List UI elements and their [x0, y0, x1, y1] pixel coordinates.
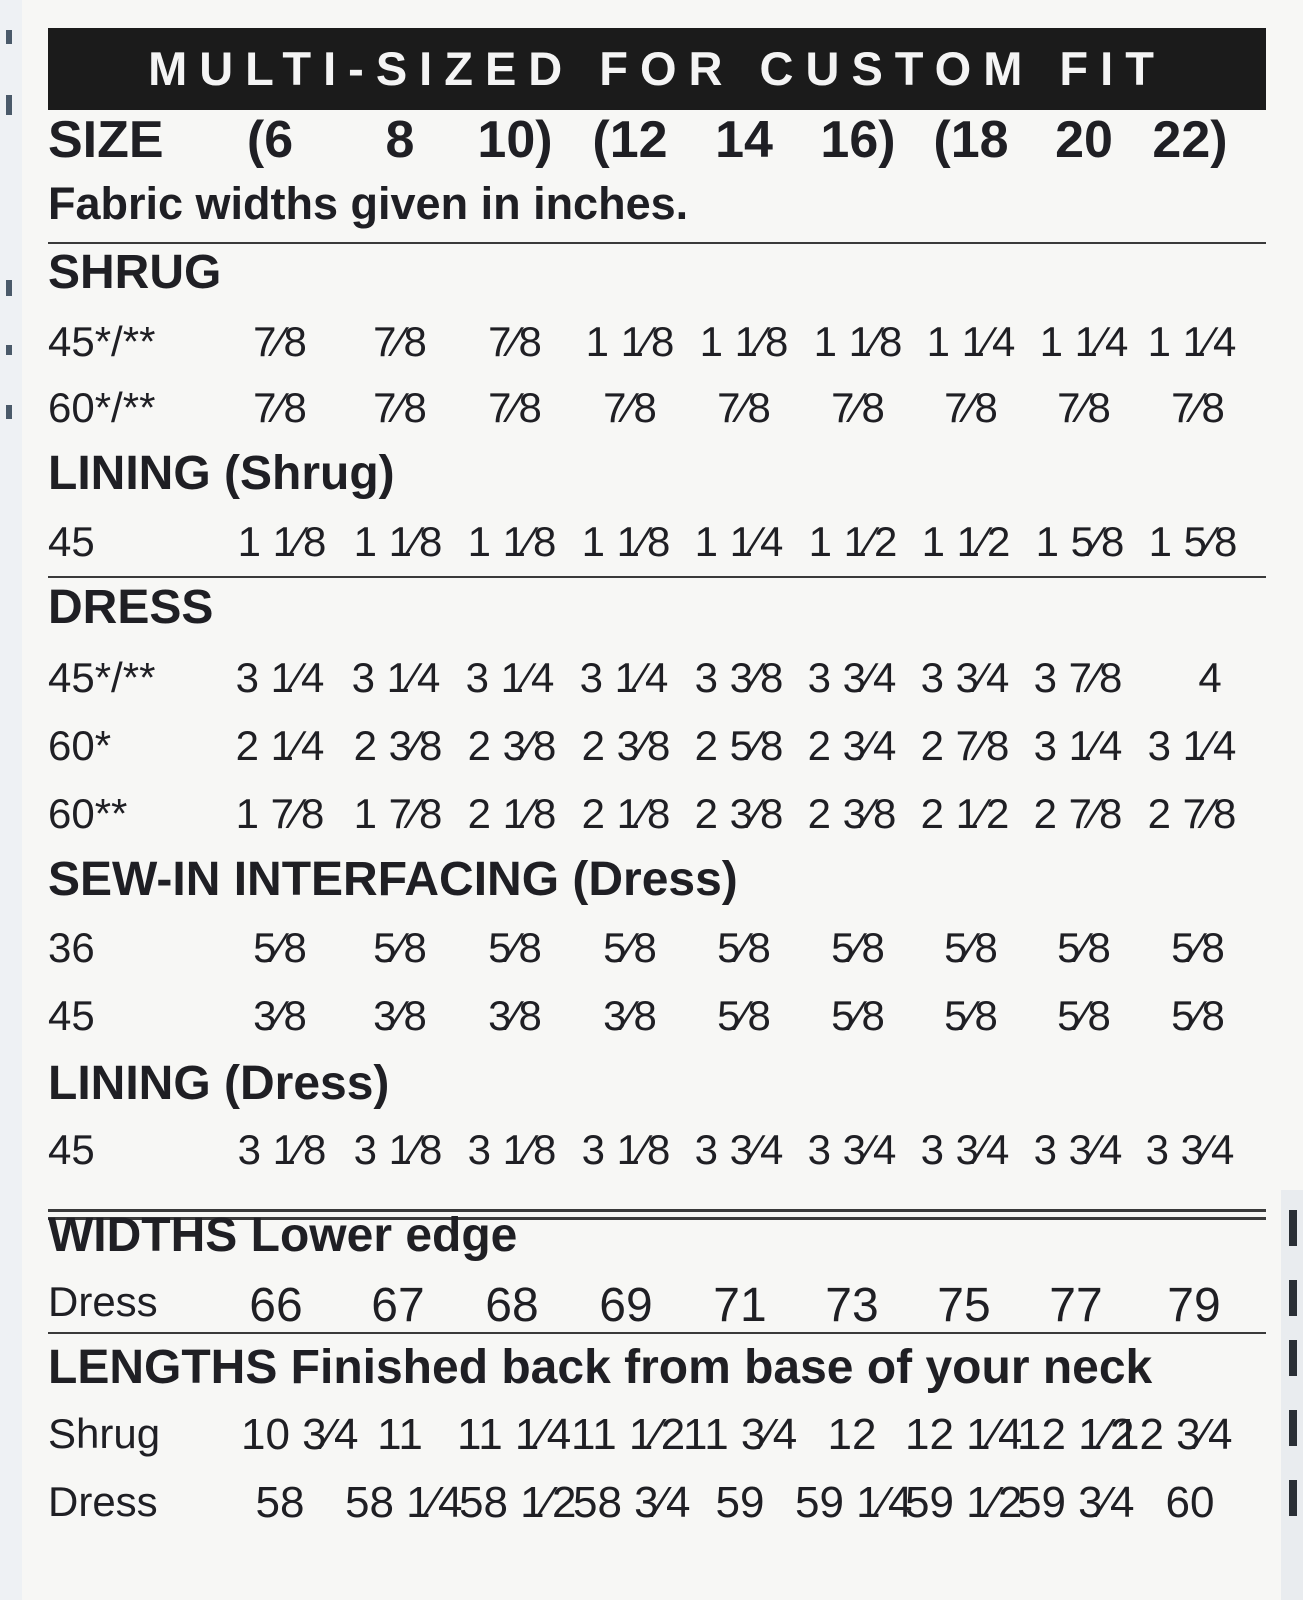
yardage-cell: 3⁄8: [488, 992, 542, 1039]
garment-label: Dress: [48, 1278, 158, 1325]
yardage-cell: 2 1⁄4: [235, 722, 325, 769]
yardage-cell: 3 1⁄4: [235, 654, 325, 701]
yardage-cell: 3 3⁄4: [1145, 1126, 1235, 1173]
length-cell: 11 1⁄4: [457, 1410, 572, 1459]
edge-mark: [6, 280, 12, 296]
page-title-banner: MULTI-SIZED FOR CUSTOM FIT: [48, 28, 1266, 110]
left-margin: [0, 0, 22, 1600]
yardage-cell: 5⁄8: [1171, 924, 1225, 971]
divider: [48, 1332, 1266, 1334]
edge-mark: [6, 405, 12, 419]
edge-mark: [1289, 1340, 1297, 1376]
garment-label: Shrug: [48, 1410, 161, 1457]
yardage-cell: 3 1⁄4: [351, 654, 441, 701]
size-cell: (18: [933, 111, 1009, 169]
yardage-cell: 1 1⁄2: [921, 518, 1011, 565]
fabric-width: 60*: [48, 722, 112, 769]
yardage-cell: 3⁄8: [603, 992, 657, 1039]
divider: [48, 242, 1266, 244]
length-cell: 12 1⁄2: [1017, 1410, 1135, 1459]
yardage-cell: 3 1⁄4: [1147, 722, 1237, 769]
yardage-cell: 3 1⁄4: [579, 654, 669, 701]
yardage-cell: 1 1⁄4: [1147, 318, 1237, 365]
widths-title: WIDTHS Lower edge: [48, 1209, 518, 1262]
yardage-cell: 7⁄8: [373, 384, 427, 431]
width-cell: 73: [825, 1279, 879, 1332]
yardage-cell: 2 1⁄8: [581, 790, 671, 837]
yardage-cell: 1 5⁄8: [1148, 518, 1238, 565]
length-cell: 59 3⁄4: [1017, 1478, 1135, 1527]
width-cell: 67: [371, 1279, 425, 1332]
yardage-cell: 2 1⁄2: [920, 790, 1010, 837]
yardage-cell: 3 3⁄4: [807, 1126, 897, 1173]
length-cell: 59 1⁄2: [905, 1478, 1023, 1527]
fabric-width: 45*/**: [48, 318, 156, 365]
yardage-cell: 1 1⁄8: [585, 318, 675, 365]
yardage-cell: 1 1⁄2: [808, 518, 898, 565]
size-cell: (12: [592, 111, 668, 169]
yardage-cell: 1 1⁄8: [699, 318, 789, 365]
yardage-cell: 1 1⁄8: [353, 518, 443, 565]
edge-mark: [6, 30, 12, 44]
yardage-cell: 4: [1198, 654, 1222, 701]
right-margin: [1281, 1190, 1303, 1600]
yardage-cell: 3 3⁄4: [920, 654, 1010, 701]
yardage-cell: 5⁄8: [944, 992, 998, 1039]
size-cell: (6: [246, 111, 294, 169]
yardage-cell: 3 3⁄4: [920, 1126, 1010, 1173]
width-cell: 66: [249, 1279, 303, 1332]
edge-mark: [1289, 1480, 1297, 1516]
length-cell: 60: [1165, 1478, 1215, 1527]
yardage-cell: 3 7⁄8: [1033, 654, 1123, 701]
length-cell: 59 1⁄4: [795, 1478, 913, 1527]
length-cell: 58 1⁄4: [345, 1478, 463, 1527]
garment-label: Dress: [48, 1478, 158, 1525]
length-cell: 58 3⁄4: [573, 1478, 691, 1527]
size-cell: 8: [385, 111, 415, 169]
yardage-cell: 5⁄8: [944, 924, 998, 971]
length-cell: 12: [827, 1410, 877, 1459]
yardage-cell: 5⁄8: [373, 924, 427, 971]
fabric-width: 60**: [48, 790, 128, 837]
yardage-cell: 3⁄8: [253, 992, 307, 1039]
yardage-cell: 1 1⁄8: [467, 518, 557, 565]
yardage-cell: 7⁄8: [488, 318, 542, 365]
yardage-cell: 2 7⁄8: [1033, 790, 1123, 837]
section-title: DRESS: [48, 581, 214, 634]
size-cell: 14: [715, 111, 773, 169]
length-cell: 58 1⁄2: [459, 1478, 577, 1527]
yardage-cell: 1 1⁄4: [694, 518, 784, 565]
width-cell: 77: [1049, 1279, 1103, 1332]
yardage-cell: 5⁄8: [831, 924, 885, 971]
length-cell: 10 3⁄4: [241, 1410, 359, 1459]
yardage-cell: 7⁄8: [253, 318, 307, 365]
length-cell: 11: [377, 1410, 423, 1459]
section-title: LINING (Dress): [48, 1057, 390, 1110]
fabric-width: 45: [48, 1126, 95, 1173]
yardage-cell: 7⁄8: [1171, 384, 1225, 431]
edge-mark: [1289, 1280, 1297, 1316]
yardage-cell: 7⁄8: [831, 384, 885, 431]
yardage-cell: 3 3⁄4: [807, 654, 897, 701]
yardage-cell: 2 3⁄8: [581, 722, 671, 769]
size-cell: 22): [1152, 111, 1228, 169]
yardage-cell: 2 3⁄8: [353, 722, 443, 769]
yardage-cell: 3⁄8: [373, 992, 427, 1039]
yardage-cell: 5⁄8: [1057, 924, 1111, 971]
yardage-cell: 2 3⁄4: [807, 722, 897, 769]
yardage-cell: 1 1⁄8: [237, 518, 327, 565]
length-cell: 12 1⁄4: [905, 1410, 1023, 1459]
fabric-note: Fabric widths given in inches.: [48, 178, 689, 229]
yardage-cell: 1 1⁄4: [1039, 318, 1129, 365]
edge-mark: [1289, 1410, 1297, 1446]
size-cell: 16): [820, 111, 896, 169]
width-cell: 71: [713, 1279, 767, 1332]
yardage-cell: 2 5⁄8: [694, 722, 784, 769]
yardage-cell: 3 1⁄8: [581, 1126, 671, 1173]
width-cell: 75: [937, 1279, 991, 1332]
yardage-cell: 5⁄8: [603, 924, 657, 971]
yardage-cell: 7⁄8: [717, 384, 771, 431]
yardage-cell: 7⁄8: [603, 384, 657, 431]
yardage-cell: 3 1⁄8: [353, 1126, 443, 1173]
yardage-cell: 5⁄8: [1171, 992, 1225, 1039]
yardage-cell: 3 1⁄4: [465, 654, 555, 701]
yardage-cell: 7⁄8: [253, 384, 307, 431]
size-cell: 10): [477, 111, 553, 169]
yardage-cell: 3 1⁄4: [1033, 722, 1123, 769]
length-cell: 12 3⁄4: [1115, 1410, 1233, 1459]
width-cell: 79: [1167, 1279, 1221, 1332]
yardage-cell: 2 3⁄8: [467, 722, 557, 769]
edge-mark: [6, 95, 12, 115]
section-title: SEW-IN INTERFACING (Dress): [48, 853, 738, 906]
section-title: LINING (Shrug): [48, 447, 395, 500]
edge-mark: [6, 345, 12, 355]
yardage-cell: 2 7⁄8: [920, 722, 1010, 769]
edge-mark: [1289, 1210, 1297, 1246]
length-cell: 11 3⁄4: [683, 1410, 798, 1459]
yardage-cell: 5⁄8: [488, 924, 542, 971]
fabric-width: 60*/**: [48, 384, 156, 431]
yardage-cell: 2 7⁄8: [1147, 790, 1237, 837]
fabric-width: 45: [48, 992, 95, 1039]
yardage-cell: 3 3⁄8: [694, 654, 784, 701]
size-label: SIZE: [48, 111, 164, 169]
yardage-cell: 1 1⁄8: [813, 318, 903, 365]
yardage-cell: 1 7⁄8: [353, 790, 443, 837]
yardage-cell: 1 7⁄8: [235, 790, 325, 837]
yardage-cell: 3 3⁄4: [1033, 1126, 1123, 1173]
yardage-cell: 7⁄8: [1057, 384, 1111, 431]
length-cell: 58: [255, 1478, 305, 1527]
yardage-cell: 1 5⁄8: [1035, 518, 1125, 565]
length-cell: 11 1⁄2: [571, 1410, 686, 1459]
fabric-width: 45*/**: [48, 654, 156, 701]
yardage-cell: 5⁄8: [1057, 992, 1111, 1039]
lengths-title: LENGTHS Finished back from base of your neck: [48, 1341, 1153, 1394]
yardage-cell: 5⁄8: [831, 992, 885, 1039]
yardage-cell: 2 1⁄8: [467, 790, 557, 837]
divider: [48, 576, 1266, 578]
fabric-width: 45: [48, 518, 95, 565]
width-cell: 69: [599, 1279, 653, 1332]
yardage-cell: 1 1⁄8: [581, 518, 671, 565]
yardage-cell: 1 1⁄4: [926, 318, 1016, 365]
yardage-cell: 5⁄8: [717, 924, 771, 971]
yardage-cell: 7⁄8: [944, 384, 998, 431]
yardage-cell: 2 3⁄8: [694, 790, 784, 837]
yardage-cell: 3 1⁄8: [467, 1126, 557, 1173]
yardage-cell: 5⁄8: [253, 924, 307, 971]
yardage-cell: 5⁄8: [717, 992, 771, 1039]
width-cell: 68: [485, 1279, 539, 1332]
yardage-cell: 2 3⁄8: [807, 790, 897, 837]
length-cell: 59: [715, 1478, 765, 1527]
yardage-cell: 7⁄8: [488, 384, 542, 431]
yardage-cell: 3 1⁄8: [237, 1126, 327, 1173]
yardage-cell: 3 3⁄4: [694, 1126, 784, 1173]
section-title: SHRUG: [48, 246, 222, 299]
yardage-cell: 7⁄8: [373, 318, 427, 365]
fabric-width: 36: [48, 924, 95, 971]
size-cell: 20: [1055, 111, 1113, 169]
